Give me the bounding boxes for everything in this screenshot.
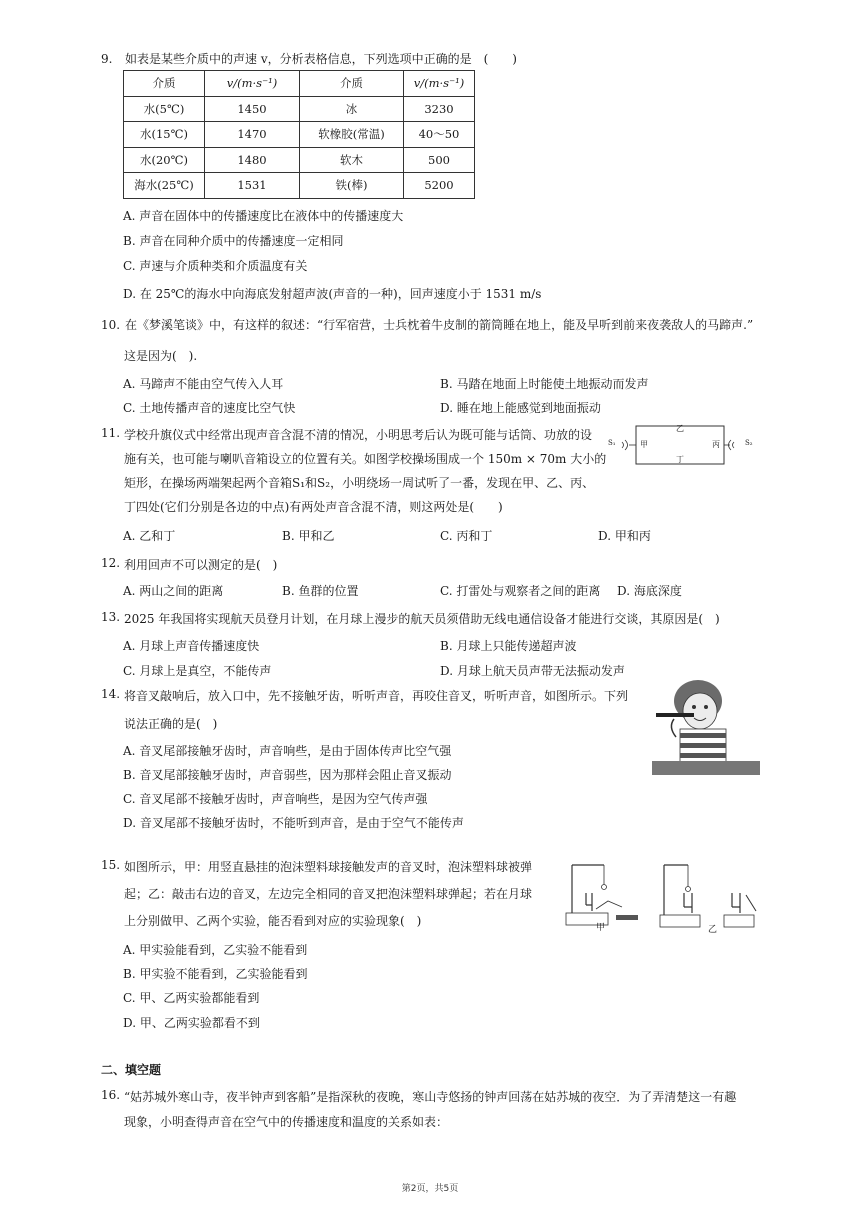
q10-option-a[interactable]: A. 马蹄声不能由空气传入人耳 — [123, 377, 284, 391]
table-cell: 冰 — [300, 96, 404, 122]
q14-option-d[interactable]: D. 音叉尾部不接触牙齿时，不能听到声音，是由于空气不能传声 — [123, 816, 464, 830]
q14-number: 14. — [101, 687, 121, 701]
q15-figure-label-jia: 甲 — [596, 923, 606, 933]
table-row — [124, 147, 475, 173]
q11-line: 学校升旗仪式中经常出现声音含混不清的情况，小明思考后认为既可能与话筒、功放的设 — [124, 428, 593, 442]
q13-option-c[interactable]: C. 月球上是真空，不能传声 — [123, 664, 272, 678]
q15-line: 起；乙：敲击右边的音叉，左边完全相同的音叉把泡沫塑料球弹起；若在月球 — [124, 887, 533, 901]
figure-label-jia: 甲 — [640, 440, 648, 449]
table-cell: 1470 — [205, 122, 300, 148]
table-cell: 1531 — [205, 173, 300, 199]
table-cell: 1450 — [205, 96, 300, 122]
q11-option-a[interactable]: A. 乙和丁 — [123, 529, 176, 543]
q15-option-a[interactable]: A. 甲实验能看到，乙实验不能看到 — [123, 943, 308, 957]
q13-option-b[interactable]: B. 月球上只能传递超声波 — [440, 639, 577, 653]
q15-figure-label-yi: 乙 — [708, 925, 718, 935]
table-header-cell: 介质 — [300, 71, 404, 97]
table-header-cell: v/(m·s⁻¹) — [404, 71, 475, 97]
table-row — [124, 122, 475, 148]
figure-label-s1: S₁ — [608, 439, 616, 447]
q14-option-a[interactable]: A. 音叉尾部接触牙齿时，声音响些，是由于固体传声比空气强 — [123, 744, 452, 758]
table-row — [124, 96, 475, 122]
q12-option-d[interactable]: D. 海底深度 — [617, 584, 682, 598]
q9-sound-speed-table — [123, 70, 475, 199]
table-cell: 海水(25℃) — [124, 173, 205, 199]
q15-tuning-fork-apparatus-figure — [560, 855, 760, 935]
q14-boy-tuning-fork-figure — [648, 673, 764, 779]
q13-option-a[interactable]: A. 月球上声音传播速度快 — [123, 639, 260, 653]
q12-option-b[interactable]: B. 鱼群的位置 — [282, 584, 359, 598]
q9-option-d[interactable]: D. 在 25℃的海水中向海底发射超声波(声音的一种)，回声速度小于 1531 m/s — [123, 287, 542, 301]
table-cell: 铁(棒) — [300, 173, 404, 199]
table-cell: 水(15℃) — [124, 122, 205, 148]
figure-label-bing: 丙 — [712, 440, 720, 449]
page-footer: 第2页，共5页 — [401, 1184, 459, 1194]
q14-option-c[interactable]: C. 音叉尾部不接触牙齿时，声音响些，是因为空气传声强 — [123, 792, 428, 806]
table-cell: 水(5℃) — [124, 96, 205, 122]
figure-label-ding: 丁 — [676, 455, 684, 464]
q9-option-c[interactable]: C. 声速与介质种类和介质温度有关 — [123, 259, 308, 273]
q14-option-b[interactable]: B. 音叉尾部接触牙齿时，声音弱些，因为那样会阻止音叉振动 — [123, 768, 452, 782]
table-header-cell: v/(m·s⁻¹) — [205, 71, 300, 97]
figure-label-yi: 乙 — [676, 424, 684, 433]
q12-number: 12. — [101, 556, 121, 570]
q16-line: 现象，小明查得声音在空气中的传播速度和温度的关系如表： — [124, 1115, 449, 1129]
q10-stem-text: 在《梦溪笔谈》中，有这样的叙述：“行军宿营，士兵枕着牛皮制的箭筒睡在地上，能及早听到前来夜袭敌人的马蹄声.” — [125, 318, 754, 332]
q10-option-b[interactable]: B. 马踏在地面上时能使土地振动而发声 — [440, 377, 649, 391]
table-cell: 1480 — [205, 147, 300, 173]
q11-option-d[interactable]: D. 甲和丙 — [598, 529, 651, 543]
q12-stem: 利用回声不可以测定的是( ) — [124, 558, 278, 572]
q12-option-c[interactable]: C. 打雷处与观察者之间的距离 — [440, 584, 601, 598]
q11-line: 施有关，也可能与喇叭音箱设立的位置有关。如图学校操场围成一个 150m × 70m 大小的 — [124, 452, 607, 466]
q10-stem — [101, 317, 821, 333]
table-cell: 40～50 — [404, 122, 475, 148]
q10-number: 10. — [101, 318, 121, 332]
table-cell: 5200 — [404, 173, 475, 199]
table-cell: 软木 — [300, 147, 404, 173]
table-header-cell: 介质 — [124, 71, 205, 97]
q13-stem: 2025 年我国将实现航天员登月计划，在月球上漫步的航天员须借助无线电通信设备才能进行交谈，其原因是( ) — [124, 612, 720, 626]
q9-option-a[interactable]: A. 声音在固体中的传播速度比在液体中的传播速度大 — [123, 209, 404, 223]
table-row — [124, 173, 475, 199]
q11-option-c[interactable]: C. 丙和丁 — [440, 529, 493, 543]
q9-option-b[interactable]: B. 声音在同种介质中的传播速度一定相同 — [123, 234, 344, 248]
q13-option-d[interactable]: D. 月球上航天员声带无法振动发声 — [440, 664, 625, 678]
table-cell: 500 — [404, 147, 475, 173]
q11-line: 矩形，在操场两端架起两个音箱S₁和S₂，小明绕场一周试听了一番，发现在甲、乙、丙、 — [124, 476, 595, 490]
q9-stem-text: 如表是某些介质中的声速 v，分析表格信息，下列选项中正确的是 ( ) — [125, 52, 517, 66]
figure-label-s2: S₂ — [745, 439, 753, 447]
q15-number: 15. — [101, 858, 121, 872]
q10-stem-cont: 这是因为( ). — [124, 349, 198, 363]
q11-line: 丁四处(它们分别是各边的中点)有两处声音含混不清，则这两处是( ) — [124, 500, 503, 514]
q14-stem-cont: 说法正确的是( ) — [124, 717, 218, 731]
section-heading-fill-in: 二、填空题 — [101, 1063, 162, 1077]
q15-option-b[interactable]: B. 甲实验不能看到，乙实验能看到 — [123, 967, 308, 981]
q13-number: 13. — [101, 610, 121, 624]
q15-option-d[interactable]: D. 甲、乙两实验都看不到 — [123, 1016, 260, 1030]
q15-line: 上分别做甲、乙两个实验，能否看到对应的实验现象( ) — [124, 914, 422, 928]
q15-option-c[interactable]: C. 甲、乙两实验都能看到 — [123, 991, 260, 1005]
table-cell: 软橡胶(常温) — [300, 122, 404, 148]
q12-option-a[interactable]: A. 两山之间的距离 — [123, 584, 224, 598]
q10-option-d[interactable]: D. 睡在地上能感觉到地面振动 — [440, 401, 601, 415]
table-cell: 水(20℃) — [124, 147, 205, 173]
q9-number: 9. — [101, 52, 113, 66]
q16-number: 16. — [101, 1088, 121, 1102]
q9-stem — [101, 51, 751, 67]
q10-option-c[interactable]: C. 土地传播声音的速度比空气快 — [123, 401, 296, 415]
q15-line: 如图所示，甲：用竖直悬挂的泡沫塑料球接触发声的音叉时，泡沫塑料球被弹 — [124, 860, 533, 874]
q16-line: “姑苏城外寒山寺，夜半钟声到客船”是指深秋的夜晚，寒山寺悠扬的钟声回荡在姑苏城的夜空．为了弄清楚这一有趣 — [124, 1090, 737, 1104]
table-header-row — [124, 71, 475, 97]
table-cell: 3230 — [404, 96, 475, 122]
q14-stem: 将音叉敲响后，放入口中，先不接触牙齿，听听声音，再咬住音叉，听听声音，如图所示。下列 — [124, 689, 629, 703]
q11-option-b[interactable]: B. 甲和乙 — [282, 529, 335, 543]
q11-number: 11. — [101, 426, 121, 440]
